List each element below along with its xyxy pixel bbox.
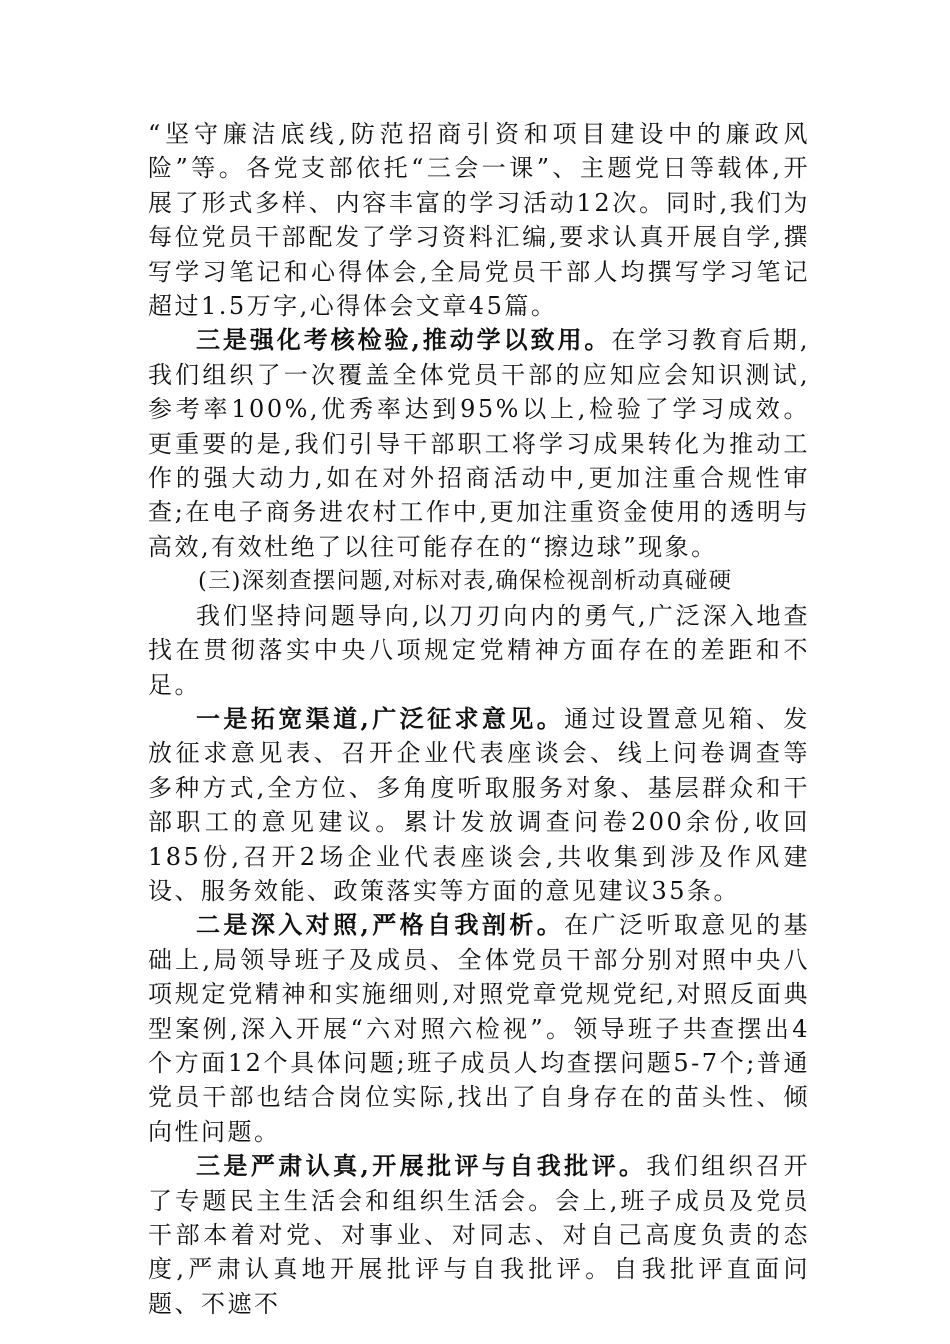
paragraph-lead: 二是深入对照,严格自我剖析。 xyxy=(196,910,565,940)
paragraph-channels xyxy=(148,702,810,908)
document-page xyxy=(148,117,810,1321)
paragraph-text: “坚守廉洁底线,防范招商引资和项目建设中的廉政风险”等。各党支部依托“三会一课”、主题党日等载体,开展了形式多样、内容丰富的学习活动12次。同时,我们为每位党员干部配发了学习资料汇编,要求认真开展自学,撰写学习笔记和心得体会,全局党员干部人均撰写学习笔记超过1.5万字,心得体会文章45篇。 xyxy=(148,120,810,321)
section-heading-text: (三)深刻查摆问题,对标对表,确保检视剖析动真碰硬 xyxy=(198,568,733,595)
paragraph-text: 我们组织召开了专题民主生活会和组织生活会。会上,班子成员及党员干部本着对党、对事业、对同志、对自己高度负责的态度,严肃认真地开展批评与自我批评。自我批评直面问题、不遮不 xyxy=(148,1152,810,1318)
paragraph-text: 在学习教育后期,我们组织了一次覆盖全体党员干部的应知应会知识测试,参考率100%,优秀率达到95%以上,检验了学习成效。更重要的是,我们引导干部职工将学习成果转化为推动工作的强大动力,如在对外招商活动中,更加注重合规性审查;在电子商务进农村工作中,更加注重资金使用的透明与高效,有效杜绝了以往可能存在的“擦边球”现象。 xyxy=(148,326,810,561)
paragraph-text: 我们坚持问题导向,以刀刃向内的勇气,广泛深入地查找在贯彻落实中央八项规定党精神方面存在的差距和不足。 xyxy=(148,601,810,699)
paragraph-assessment xyxy=(148,323,810,564)
section-heading xyxy=(148,564,810,598)
paragraph-text: 在广泛听取意见的基础上,局领导班子及成员、全体党员干部分别对照中央八项规定党精神和实施细则,对照党章党规党纪,对照反面典型案例,深入开展“六对照六检视”。领导班子共查摆出4个方面12个具体问题;班子成员人均查摆问题5-7个;普通党员干部也结合岗位实际,找出了自身存在的苗头性、倾向性问题。 xyxy=(148,911,810,1146)
paragraph-lead: 一是拓宽渠道,广泛征求意见。 xyxy=(196,703,565,733)
paragraph-problem-oriented xyxy=(148,599,810,702)
paragraph-text: 通过设置意见箱、发放征求意见表、召开企业代表座谈会、线上问卷调查等多种方式,全方位、多角度听取服务对象、基层群众和干部职工的意见建议。累计发放调查问卷200余份,收回185份,召开2场企业代表座谈会,共收集到涉及作风建设、服务效能、政策落实等方面的意见建议35条。 xyxy=(148,704,810,905)
paragraph-self-analysis xyxy=(148,908,810,1149)
paragraph-lead: 三是严肃认真,开展批评与自我批评。 xyxy=(196,1151,647,1181)
paragraph-criticism xyxy=(148,1149,810,1321)
paragraph-lead: 三是强化考核检验,推动学以致用。 xyxy=(196,325,612,355)
paragraph-study-activities xyxy=(148,117,810,323)
